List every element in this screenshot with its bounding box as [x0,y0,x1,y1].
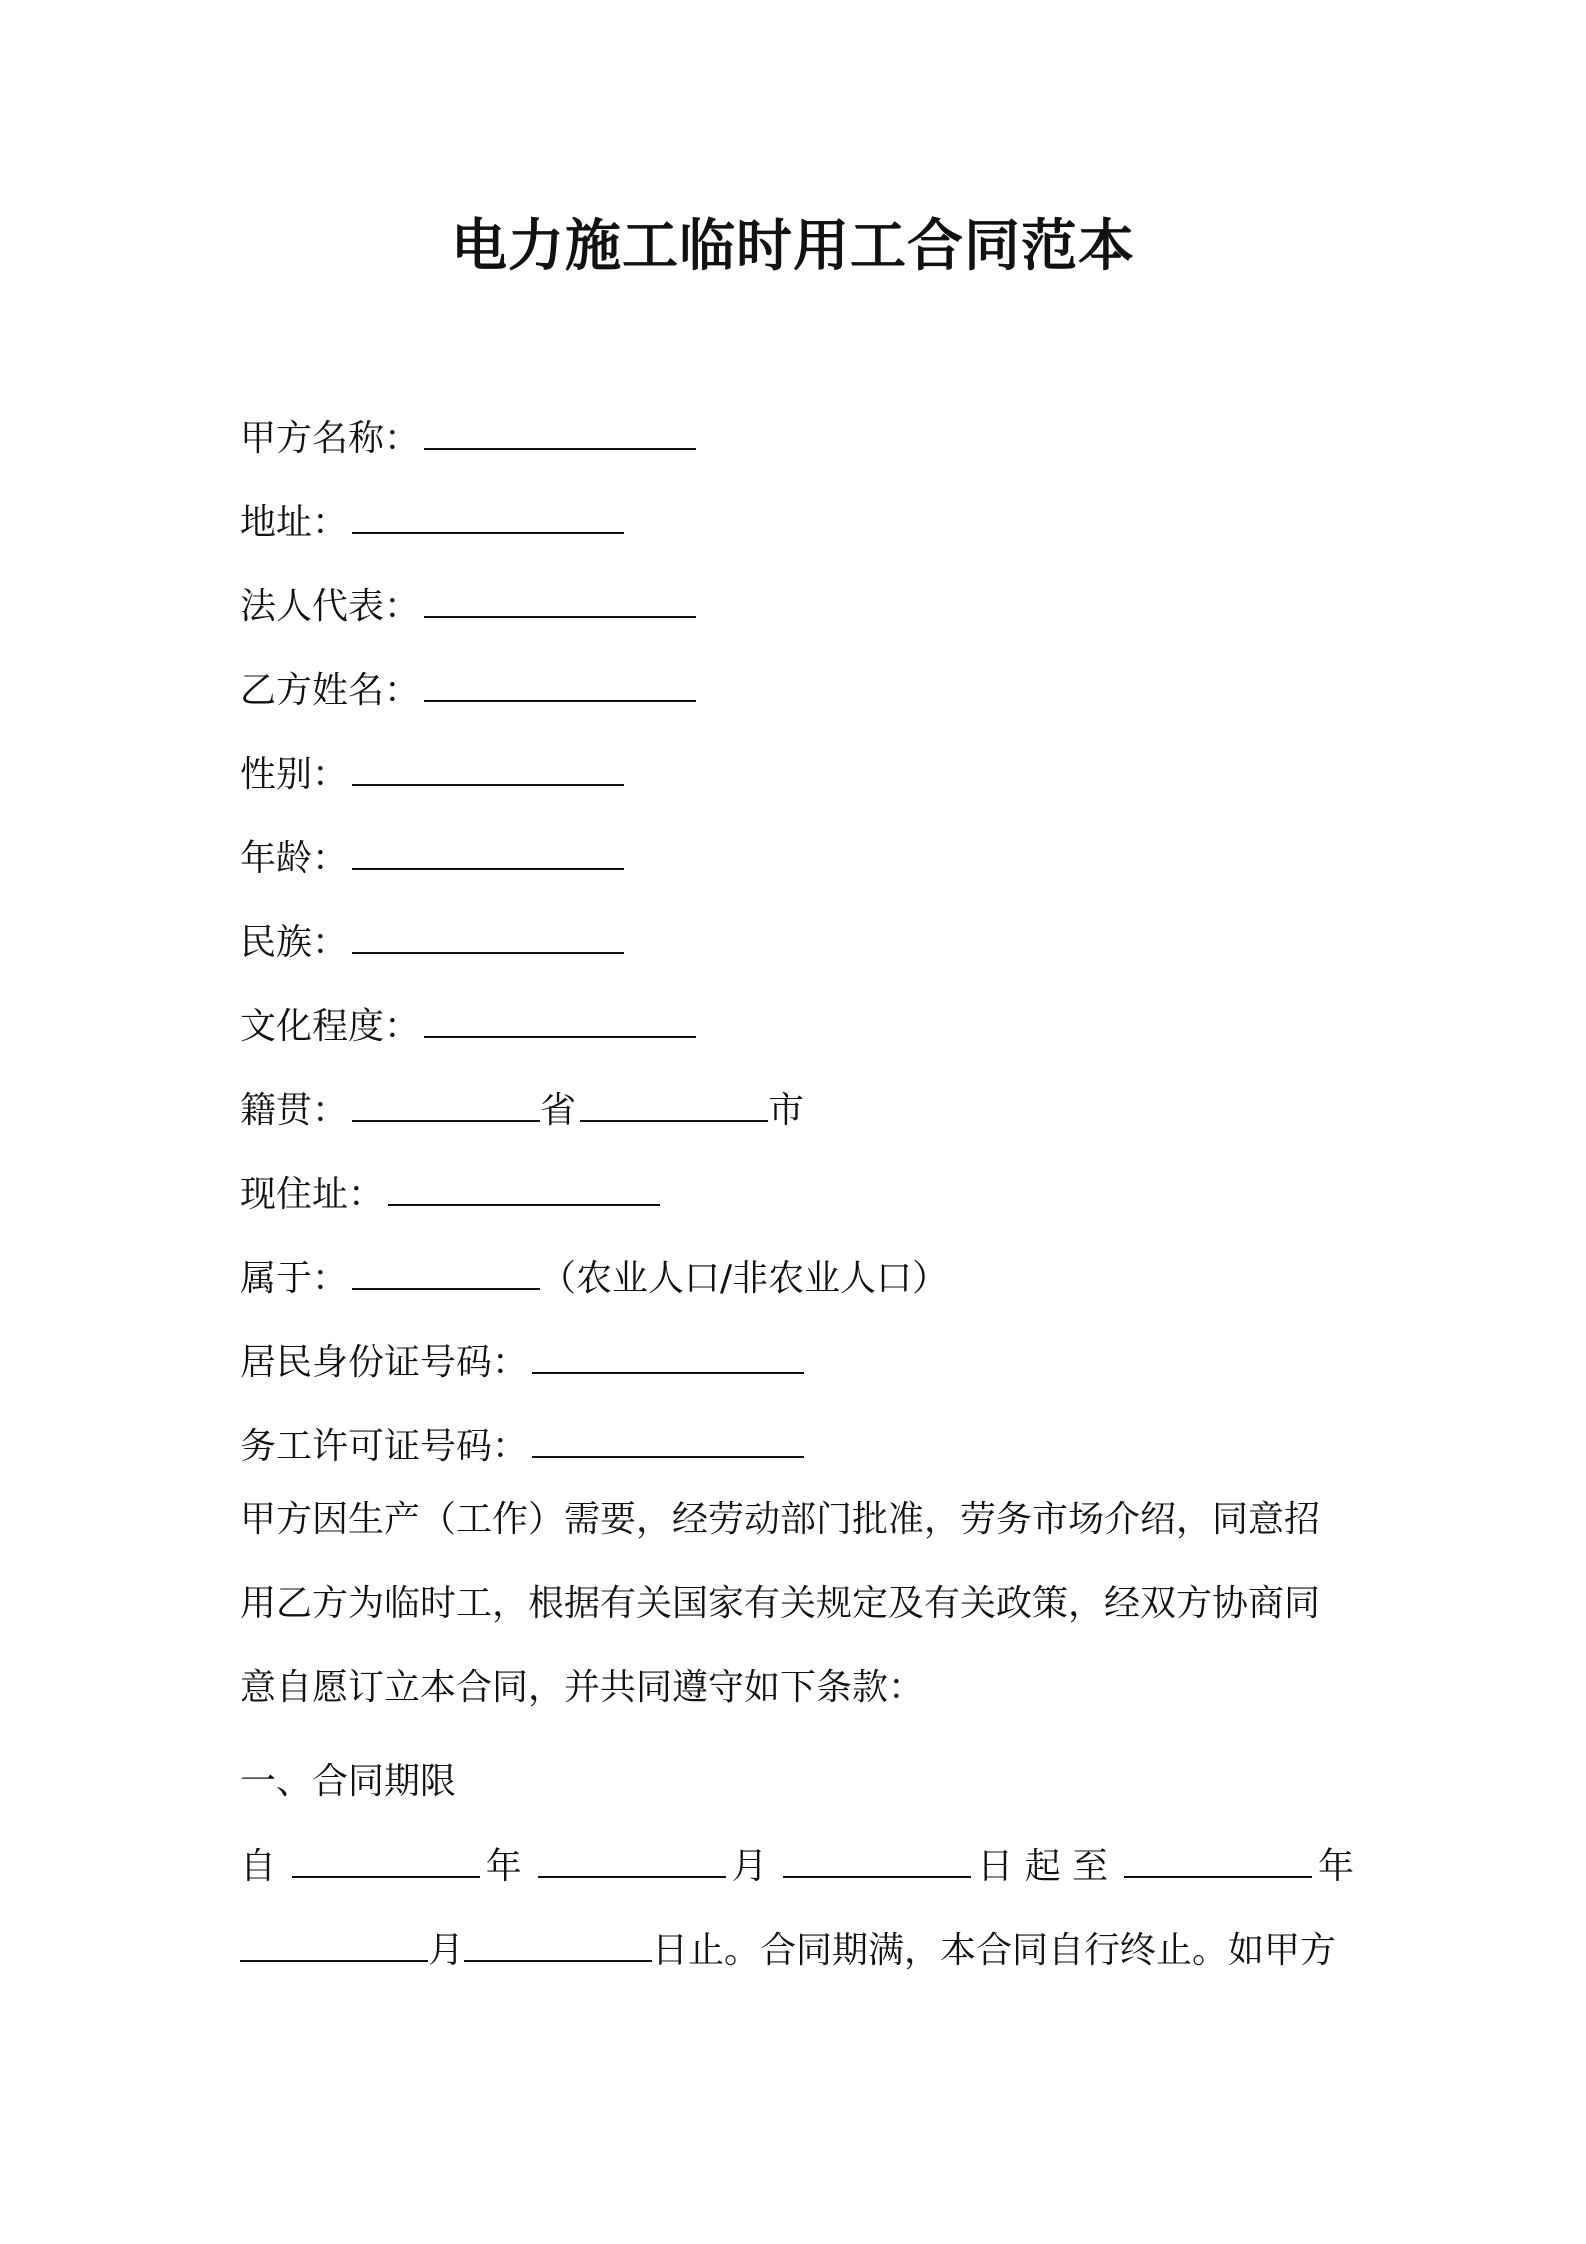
field-label: 文化程度： [240,1006,421,1047]
blank-line[interactable] [424,666,696,702]
blank-line[interactable] [240,1926,428,1962]
blank-line[interactable] [352,498,624,534]
page-title: 电力施工临时用工合同范本 [451,214,1135,279]
field-label: 地址： [240,502,349,543]
field-party-a-name [240,414,696,463]
field-label: 现住址： [240,1174,385,1215]
blank-line[interactable] [352,750,624,786]
field-education [240,1002,696,1051]
intro-line: 用乙方为临时工，根据有关国家有关规定及有关政策，经双方协商同 [240,1583,1321,1624]
belongs-options: （农业人口/非农业人口） [540,1258,949,1299]
field-label: 年龄： [240,838,349,879]
term-line-2 [240,1926,1354,1975]
year-end-label: 年 [1317,1846,1354,1887]
field-hometown [240,1086,804,1135]
blank-line[interactable] [532,1422,804,1458]
blank-line[interactable] [352,1086,540,1122]
field-belongs [240,1254,948,1303]
term-from: 自 [240,1846,277,1887]
field-label: 甲方名称： [240,418,421,459]
field-id-number [240,1338,804,1387]
blank-line[interactable] [532,1338,804,1374]
province-label: 省 [540,1090,577,1131]
blank-line[interactable] [424,1002,696,1038]
blank-line[interactable] [352,834,624,870]
field-label: 务工许可证号码： [240,1426,529,1467]
term-tail: 日止。合同期满，本合同自行终止。如甲方 [652,1930,1337,1971]
field-label: 性别： [240,754,349,795]
field-legal-rep [240,582,696,631]
blank-line[interactable] [464,1926,652,1962]
month-label: 月 [731,1846,768,1887]
field-label: 籍贯： [240,1090,349,1131]
month-label: 月 [428,1930,465,1971]
field-label: 法人代表： [240,586,421,627]
blank-line[interactable] [352,1254,540,1290]
field-party-b-name [240,666,696,715]
blank-line[interactable] [352,918,624,954]
field-label: 属于： [240,1258,349,1299]
intro-line: 意自愿订立本合同，并共同遵守如下条款： [240,1667,925,1708]
blank-line[interactable] [424,414,696,450]
blank-line[interactable] [580,1086,768,1122]
blank-line[interactable] [292,1842,480,1878]
field-label: 居民身份证号码： [240,1342,529,1383]
field-address [240,498,624,547]
intro-paragraph [240,1478,1354,1730]
field-gender [240,750,624,799]
blank-line[interactable] [783,1842,971,1878]
field-label: 乙方姓名： [240,670,421,711]
year-label: 年 [485,1846,522,1887]
field-ethnicity [240,918,624,967]
field-label: 民族： [240,922,349,963]
blank-line[interactable] [388,1170,660,1206]
term-line-1 [240,1842,1354,1891]
field-age [240,834,624,883]
city-label: 市 [768,1090,805,1131]
intro-line: 甲方因生产（工作）需要，经劳动部门批准，劳务市场介绍，同意招 [240,1499,1321,1540]
field-current-address [240,1170,660,1219]
blank-line[interactable] [424,582,696,618]
section-heading: 一、合同期限 [240,1761,457,1802]
blank-line[interactable] [538,1842,726,1878]
blank-line[interactable] [1124,1842,1312,1878]
field-work-permit [240,1422,804,1471]
day-start-label: 日 起 至 [977,1846,1109,1887]
